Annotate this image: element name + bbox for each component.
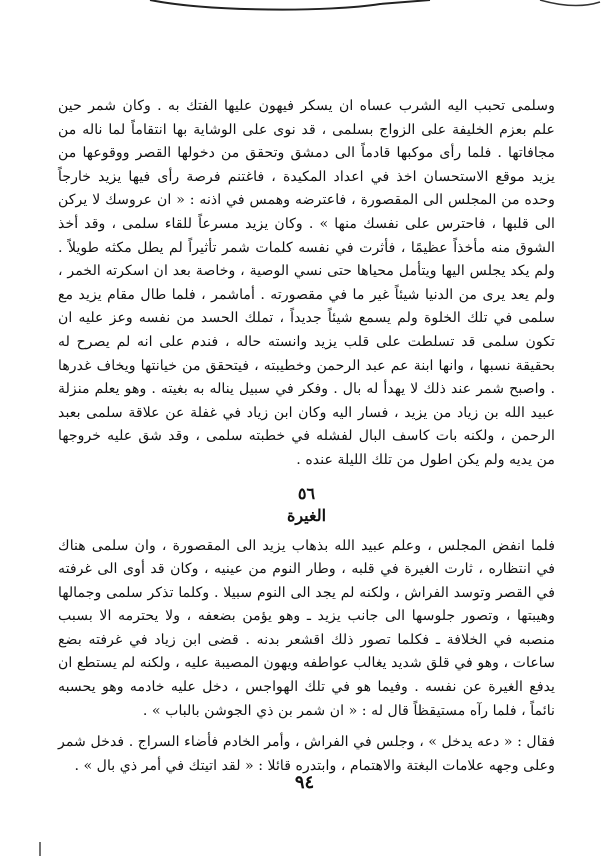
paragraph-2: فلما انفض المجلس ، وعلم عبيد الله بذهاب يزيد الى المقصورة ، وان سلمى هناك في انتظاره ، ثارت الغيرة في قلبه ، وطار النوم من عينيه ، وكان قد أوى الى غرفته في القصر وتوسد الفراش ، ولكنه لم يجد الى النوم سبيلا . وكلما تذكر سلمى وجمالها وهيبتها ، وتصور جلوسها الى جانب يزيد ـ وهو يؤمن بضعفه ، ولا يحترمه الا بسبب منصبه في الخلافة ـ فكلما تصور ذلك اقشعر بدنه . قضى ابن زياد في غرفته بضع ساعات ، وهو في قلق شديد يغالب عواطفه ويهون المصيبة عليه ، ولكنه لم يستطع ان يدفع الغيرة عن نفسه . وفيما هو في تلك الهواجس ، دخل عليه خادمه وهو يحسبه نائماً ، فلما رآه مستيقظاً قال له : « ان شمر بن ذي الجوشن بالباب » . xyxy=(58,537,555,719)
paragraph-1: وسلمى تحبب اليه الشرب عساه ان يسكر فيهون عليها الفتك به . وكان شمر حين علم بعزم الخليفة على الزواج بسلمى ، قد نوى على الوشاية بها انتقاماً لما ناله من مجافاتها . فلما رأى موكبها قادماً الى دمشق وتحقق من دخولها القصر ووقوعها من يزيد موقع الاستحسان اخذ في اعداد المكيدة ، فاغتنم فرصة رأى فيها يزيد خارجاً وحده من المجلس الى المقصورة ، فاعترضه وهمس في اذنه : « ان عروسك لا يركن الى قلبها ، فاحترس على نفسك منها » . وكان يزيد مسرعاً للقاء سلمى ، وقد أخذ الشوق منه مأخذاً عظيمًا ، فأثرت في نفسه كلمات شمر تأثيراً لم يطل مكثه طويلاً . ولم يكد يجلس اليها ويتأمل محياها حتى نسي الوصية ، وخاصة بعد ان اسكرته الخمر ، ولم يعد يرى من الدنيا شيئاً غير ما في مقصورته . أماشمر ، فلما طال مقام يزيد مع سلمى في تلك الخلوة ولم يسمع شيئاً جديداً ، تملك الحسد من نفسه وعز عليه ان تكون سلمى قد تسلطت على قلب يزيد وانسته حاله ، فندم على انه لم يصرح له بحقيقة نسبها ، وانها ابنة عم عبد الرحمن وخطيبته ، فيتحقق من خيانتها ويخاف غدرها . واصبح شمر عند ذلك لا يهدأ له بال . وفكر في سبيل يناله به بغيته . وهو يعلم منزلة عبيد الله بن زياد من يزيد ، فسار اليه وكان ابن زياد في غفلة عن علاقة سلمى بعبد الرحمن ، ولكنه بات كاسف البال لفشله في خطبته سلمى ، وقد شق عليه خروجها من يديه ولم يكن اطول من تلك الليلة عنده . xyxy=(58,98,555,468)
chapter-number: ٥٦ xyxy=(297,483,316,503)
page-body xyxy=(58,95,555,778)
paragraph-3: فقال : « دعه يدخل » ، وجلس في الفراش ، وأمر الخادم فأضاء السراج . فدخل شمر وعلى وجهه علامات البغتة والاهتمام ، وابتدره قائلا : « لقد اتيتك في أمر ذي بال » . xyxy=(58,734,555,774)
chapter-title: الغيرة xyxy=(286,505,327,525)
scan-bottom-mark xyxy=(0,838,609,858)
paragraph-gap xyxy=(58,723,555,731)
page-number: ٩٤ xyxy=(294,772,315,793)
scan-top-edge xyxy=(0,0,609,30)
